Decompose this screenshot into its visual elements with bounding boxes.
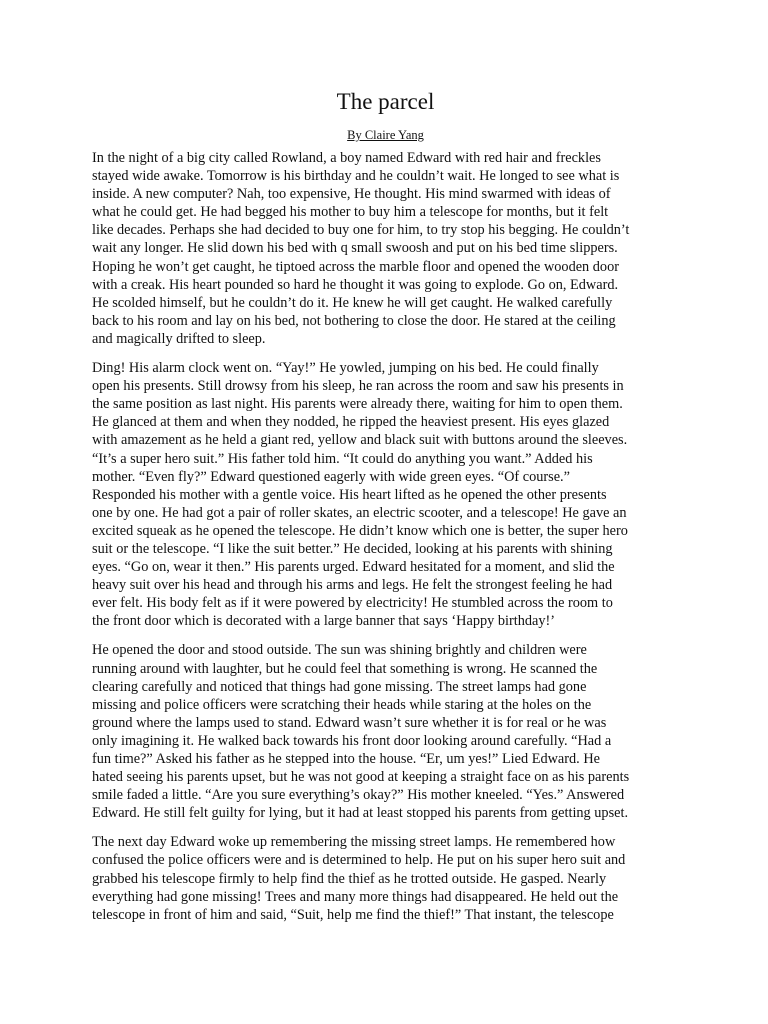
- text-line: one by one. He had got a pair of roller skates, an electric scooter, and a telescope! He gave an: [92, 504, 627, 521]
- text-line: Ding! His alarm clock went on. “Yay!” He yowled, jumping on his bed. He could finally: [92, 360, 599, 377]
- text-line: missing and police officers were scratching their heads while staring at the holes on the: [92, 696, 592, 713]
- paragraph: [92, 833, 679, 923]
- text-line: with amazement as he held a giant red, yellow and black suit with buttons around the sleeves.: [92, 432, 628, 449]
- text-line: He opened the door and stood outside. The sun was shining brightly and children were: [92, 642, 587, 659]
- text-line: everything had gone missing! Trees and many more things had disappeared. He held out the: [92, 888, 619, 905]
- text-line: the front door which is decorated with a large banner that says ‘Happy birthday!’: [92, 613, 556, 630]
- paragraph: [92, 149, 679, 348]
- text-line: grabbed his telescope firmly to help find the thief as he trotted outside. He gasped. Nearly: [92, 870, 607, 887]
- text-line: telescope in front of him and said, “Suit, help me find the thief!” That instant, the telescope: [92, 906, 614, 923]
- text-line: and magically drifted to sleep.: [92, 330, 266, 347]
- text-line: open his presents. Still drowsy from his sleep, he ran across the room and saw his presents in: [92, 378, 624, 395]
- text-line: the same position as last night. His parents were already there, waiting for him to open them.: [92, 396, 623, 413]
- text-line: eyes. “Go on, wear it then.” His parents urged. Edward hesitated for a moment, and slid the: [92, 559, 615, 576]
- text-line: clearing carefully and noticed that things had gone missing. The street lamps had gone: [92, 678, 587, 695]
- text-line: ground where the lamps used to stand. Edward wasn’t sure whether it is for real or he was: [92, 714, 607, 731]
- paragraph: [92, 359, 679, 630]
- text-line: He glanced at them and when they nodded, he ripped the heaviest present. His eyes glazed: [92, 414, 610, 431]
- text-line: Responded his mother with a gentle voice. His heart lifted as he opened the other presents: [92, 486, 607, 503]
- document-title: The parcel: [336, 89, 435, 114]
- text-line: mother. “Even fly?” Edward questioned eagerly with wide green eyes. “Of course.”: [92, 468, 570, 485]
- text-line: only imagining it. He walked back towards his front door looking around carefully. “Had a: [92, 732, 612, 749]
- text-line: back to his room and lay on his bed, not bothering to close the door. He stared at the ceiling: [92, 312, 616, 329]
- text-line: The next day Edward woke up remembering the missing street lamps. He remembered how: [92, 834, 616, 851]
- document-page: [92, 84, 679, 935]
- text-line: Edward. He still felt guilty for lying, but it had at least stopped his parents from getting upset.: [92, 805, 629, 822]
- text-line: fun time?” Asked his father as he stepped into the house. “Er, um yes!” Lied Edward. He: [92, 751, 600, 767]
- text-line: heavy suit over his head and through his arms and legs. He felt the strongest feeling he had: [92, 577, 613, 594]
- text-line: confused the police officers were and is determined to help. He put on his super hero suit and: [92, 852, 626, 869]
- text-line: smile faded a little. “Are you sure everything’s okay?” His mother kneeled. “Yes.” Answered: [92, 787, 625, 804]
- document-body: [92, 149, 679, 924]
- text-line: wait any longer. He slid down his bed with q small swoosh and put on his bed time slippers.: [92, 240, 618, 257]
- document-author: By Claire Yang: [347, 128, 424, 142]
- text-line: He scolded himself, but he couldn’t do it. He knew he will get caught. He walked carefully: [92, 294, 613, 311]
- text-line: like decades. Perhaps she had decided to buy one for him, to try stop his begging. He couldn’t: [92, 222, 630, 239]
- text-line: stayed wide awake. Tomorrow is his birthday and he couldn’t wait. He longed to see what is: [92, 168, 620, 185]
- text-line: “It’s a super hero suit.” His father told him. “It could do anything you want.” Added his: [92, 450, 593, 467]
- text-line: inside. A new computer? Nah, too expensive, He thought. His mind swarmed with ideas of: [92, 186, 611, 203]
- paragraph: [92, 641, 679, 822]
- text-line: with a creak. His heart pounded so hard he thought it was going to explode. Go on, Edward.: [92, 276, 619, 293]
- text-line: hated seeing his parents upset, but he was not good at keeping a straight face on as his parents: [92, 769, 630, 786]
- text-line: running around with laughter, but he could feel that something is wrong. He scanned the: [92, 660, 598, 677]
- text-line: ever felt. His body felt as if it were powered by electricity! He stumbled across the room to: [92, 595, 613, 612]
- text-line: what he could get. He had begged his mother to buy him a telescope for months, but it felt: [92, 204, 609, 221]
- text-line: suit or the telescope. “I like the suit better.” He decided, looking at his parents with shining: [92, 540, 613, 557]
- text-line: Hoping he won’t get caught, he tiptoed across the marble floor and opened the wooden door: [92, 258, 619, 275]
- text-line: excited squeak as he opened the telescope. He didn’t know which one is better, the super hero: [92, 522, 628, 539]
- text-line: In the night of a big city called Rowland, a boy named Edward with red hair and freckles: [92, 150, 601, 166]
